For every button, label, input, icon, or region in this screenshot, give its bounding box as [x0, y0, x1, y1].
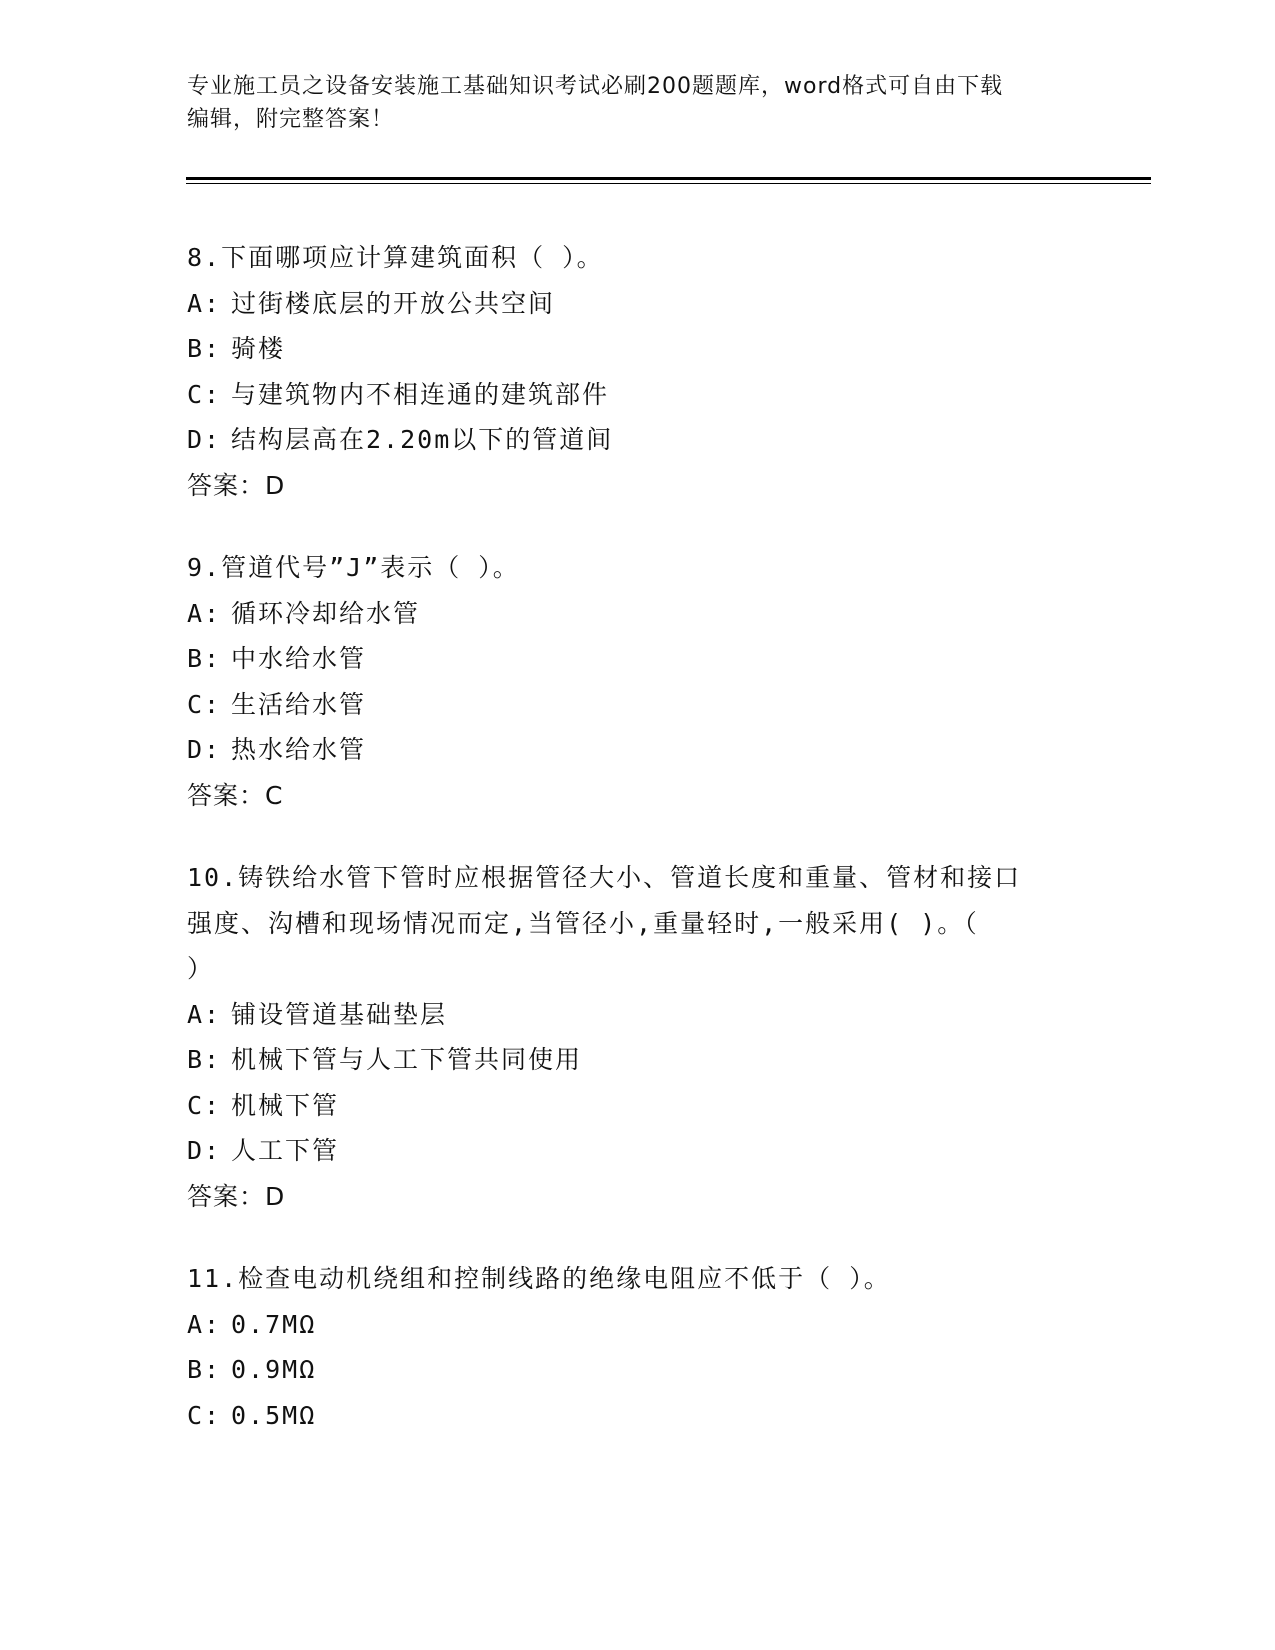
option-letter: C:: [187, 1400, 222, 1430]
header-divider-thin: [186, 183, 1151, 184]
option-c: [187, 372, 1087, 418]
question-list: [187, 235, 1087, 1475]
option-text: 机械下管与人工下管共同使用: [231, 1045, 583, 1074]
option-text: 中水给水管: [231, 644, 367, 673]
question-stem: 11.检查电动机绕组和控制线路的绝缘电阻应不低于（ ）。: [187, 1264, 891, 1293]
header-divider-thick: [186, 177, 1151, 180]
option-letter: B:: [187, 644, 222, 673]
option-b: [187, 326, 1087, 372]
option-text: 0.7MΩ: [231, 1309, 317, 1339]
option-letter: C:: [187, 1090, 222, 1120]
option-b: [187, 1347, 1087, 1393]
document-intro: [187, 70, 1067, 136]
option-letter: D:: [187, 1136, 222, 1165]
option-c: [187, 1083, 1087, 1129]
option-text: 与建筑物内不相连通的建筑部件: [231, 379, 610, 409]
question-8: [187, 235, 1087, 508]
option-letter: D:: [187, 425, 222, 454]
option-letter: A:: [187, 1309, 222, 1339]
option-text: 人工下管: [231, 1136, 340, 1165]
option-letter: B:: [187, 1045, 222, 1074]
option-a: [187, 591, 1087, 637]
option-d: [187, 727, 1087, 773]
option-text: 过街楼底层的开放公共空间: [231, 288, 556, 318]
option-d: [187, 1128, 1087, 1174]
option-b: [187, 636, 1087, 682]
option-letter: C:: [187, 379, 222, 409]
option-letter: B:: [187, 334, 222, 363]
option-c: [187, 1393, 1087, 1439]
option-b: [187, 1037, 1087, 1083]
option-letter: A:: [187, 288, 222, 318]
option-a: [187, 992, 1087, 1038]
answer-line: 答案：D: [187, 1181, 286, 1211]
intro-line-2: 编辑，附完整答案！: [187, 107, 395, 132]
option-text: 0.9MΩ: [231, 1355, 317, 1384]
question-9: [187, 545, 1087, 818]
option-text: 铺设管道基础垫层: [231, 999, 448, 1029]
question-stem: 8.下面哪项应计算建筑面积（ ）。: [187, 243, 604, 272]
answer-line: 答案：C: [187, 780, 284, 810]
option-a: [187, 1302, 1087, 1348]
question-stem: 强度、沟槽和现场情况而定,当管径小,重量轻时,一般采用( )。（: [187, 908, 979, 938]
option-text: 生活给水管: [231, 689, 367, 719]
option-d: [187, 417, 1087, 463]
option-text: 骑楼: [231, 334, 286, 363]
option-text: 0.5MΩ: [231, 1400, 317, 1430]
option-a: [187, 281, 1087, 327]
question-stem: 9.管道代号”J”表示（ ）。: [187, 553, 520, 582]
answer-line: 答案：D: [187, 470, 286, 500]
question-stem: 10.铸铁给水管下管时应根据管径大小、管道长度和重量、管材和接口: [187, 863, 1022, 892]
option-c: [187, 682, 1087, 728]
option-text: 热水给水管: [231, 735, 367, 764]
option-letter: A:: [187, 598, 222, 628]
question-stem: ）: [187, 954, 215, 983]
option-letter: A:: [187, 999, 222, 1029]
option-text: 循环冷却给水管: [231, 598, 421, 628]
question-10: [187, 855, 1087, 1219]
option-letter: D:: [187, 735, 222, 764]
option-text: 机械下管: [231, 1090, 340, 1120]
option-letter: B:: [187, 1355, 222, 1384]
option-text: 结构层高在2.20m以下的管道间: [231, 425, 614, 454]
option-letter: C:: [187, 689, 222, 719]
question-11: [187, 1256, 1087, 1438]
intro-line-1: 专业施工员之设备安装施工基础知识考试必刷200题题库，word格式可自由下载: [187, 74, 1004, 99]
